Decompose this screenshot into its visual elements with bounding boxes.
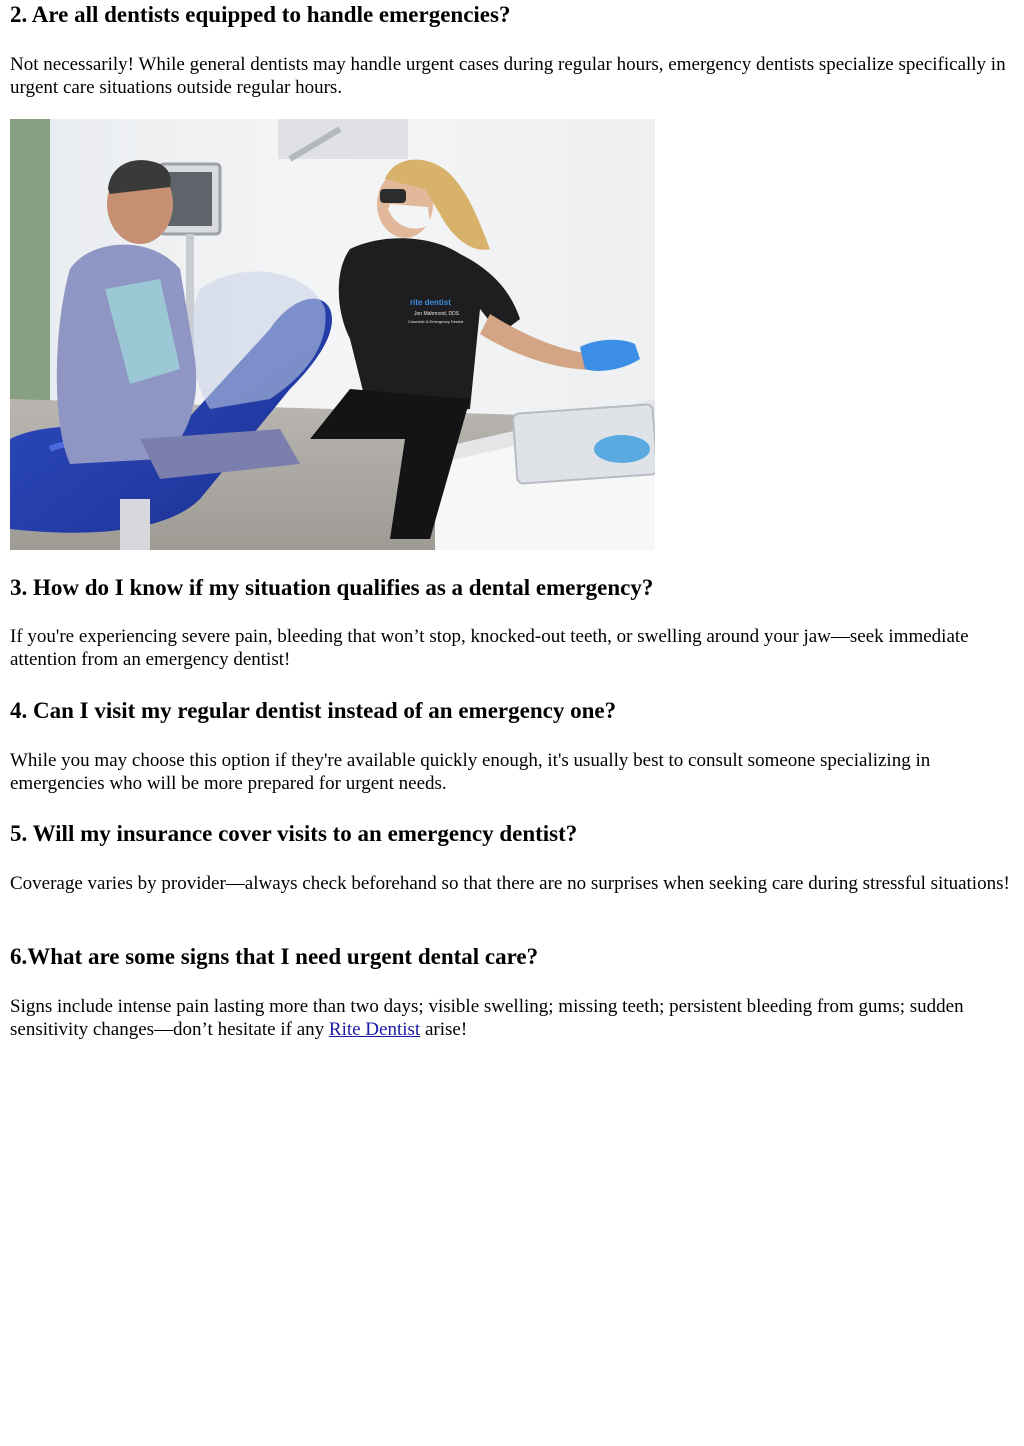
faq-answer-2: Not necessarily! While general dentists may handle urgent cases during regular hours, emergency dentists specialize specifically in urgent care situations outside regular hours.: [10, 54, 1006, 98]
faq-answer-6-text-after: arise!: [420, 1019, 468, 1040]
faq-question-6: 6.What are some signs that I need urgent dental care?: [10, 944, 539, 969]
rite-dentist-link[interactable]: Rite Dentist: [328, 1019, 421, 1040]
dental-clinic-photo: [10, 119, 655, 550]
faq-answer-6: [10, 995, 1014, 1041]
shirt-text-3: Cosmetic & Emergency Dentist: [408, 319, 464, 324]
faq-question-2: 2. Are all dentists equipped to handle emergencies?: [10, 2, 511, 27]
faq-question-3: 3. How do I know if my situation qualifies as a dental emergency?: [10, 575, 654, 600]
faq-question-4: 4. Can I visit my regular dentist instead of an emergency one?: [10, 698, 617, 723]
faq-answer-3: If you're experiencing severe pain, bleeding that won’t stop, knocked-out teeth, or swelling around your jaw—seek immediate attention from an emergency dentist!: [10, 626, 969, 670]
shirt-text-1: rite dentist: [410, 298, 451, 307]
faq-answer-6-text-before: Signs include intense pain lasting more than two days; visible swelling; missing teeth; persistent bleeding from gums; sudden sensitivity changes—don’t hesitate if any: [10, 996, 964, 1040]
shirt-text-2: Jon Mahmood, DDS: [414, 311, 460, 317]
faq-question-5: 5. Will my insurance cover visits to an emergency dentist?: [10, 821, 578, 846]
faq-answer-5: Coverage varies by provider—always check beforehand so that there are no surprises when seeking care during stressful situations!: [10, 873, 1010, 894]
faq-answer-4: While you may choose this option if they're available quickly enough, it's usually best to consult someone specializing in emergencies who will be more prepared for urgent needs.: [10, 750, 931, 794]
